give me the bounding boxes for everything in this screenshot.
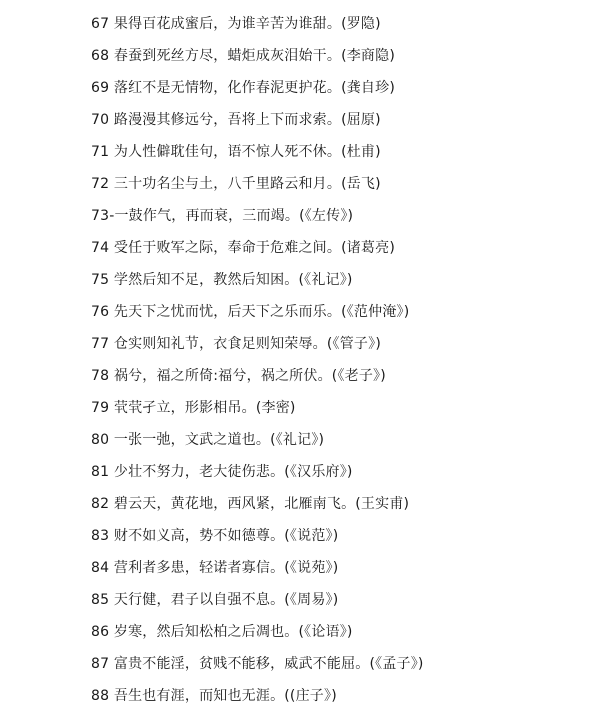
quote-line-71: 71 为人性僻耽佳句，语不惊人死不休。(杜甫) xyxy=(91,144,381,160)
quote-line-72: 72 三十功名尘与土，八千里路云和月。(岳飞) xyxy=(91,176,381,192)
quote-line-86: 86 岁寒，然后知松柏之后凋也。(《论语》) xyxy=(91,624,353,640)
quote-line-79: 79 茕茕孑立，形影相吊。(李密) xyxy=(91,400,296,416)
quote-line-69: 69 落红不是无情物，化作春泥更护花。(龚自珍) xyxy=(91,80,395,96)
quote-line-81: 81 少壮不努力，老大徒伤悲。(《汉乐府》) xyxy=(91,464,353,480)
quote-line-67: 67 果得百花成蜜后，为谁辛苦为谁甜。(罗隐) xyxy=(91,16,381,32)
quote-line-76: 76 先天下之忧而忧，后天下之乐而乐。(《范仲淹》) xyxy=(91,304,410,320)
quote-line-84: 84 营利者多患，轻诺者寡信。(《说苑》) xyxy=(91,560,339,576)
quote-line-70: 70 路漫漫其修远兮，吾将上下而求索。(屈原) xyxy=(91,112,381,128)
quote-line-78: 78 祸兮，福之所倚:福兮，祸之所伏。(《老子》) xyxy=(91,368,386,384)
quote-line-77: 77 仓实则知礼节，衣食足则知荣辱。(《管子》) xyxy=(91,336,381,352)
quote-list xyxy=(91,12,424,716)
quote-line-83: 83 财不如义高，势不如德尊。(《说范》) xyxy=(91,528,339,544)
quote-line-82: 82 碧云天，黄花地，西风紧，北雁南飞。(王实甫) xyxy=(91,496,410,512)
quote-line-88: 88 吾生也有涯，而知也无涯。((庄子》) xyxy=(91,688,337,704)
quote-line-74: 74 受任于败军之际，奉命于危难之间。(诸葛亮) xyxy=(91,240,395,256)
quote-line-73: 73-一鼓作气，再而衰，三而竭。(《左传》) xyxy=(91,208,354,224)
quote-line-80: 80 一张一弛，文武之道也。(《礼记》) xyxy=(91,432,325,448)
quote-line-75: 75 学然后知不足，教然后知困。(《礼记》) xyxy=(91,272,353,288)
quote-line-85: 85 天行健，君子以自强不息。(《周易》) xyxy=(91,592,339,608)
quote-line-87: 87 富贵不能淫，贫贱不能移，威武不能屈。(《孟子》) xyxy=(91,656,424,672)
quote-line-68: 68 春蚕到死丝方尽，蜡炬成灰泪始干。(李商隐) xyxy=(91,48,395,64)
